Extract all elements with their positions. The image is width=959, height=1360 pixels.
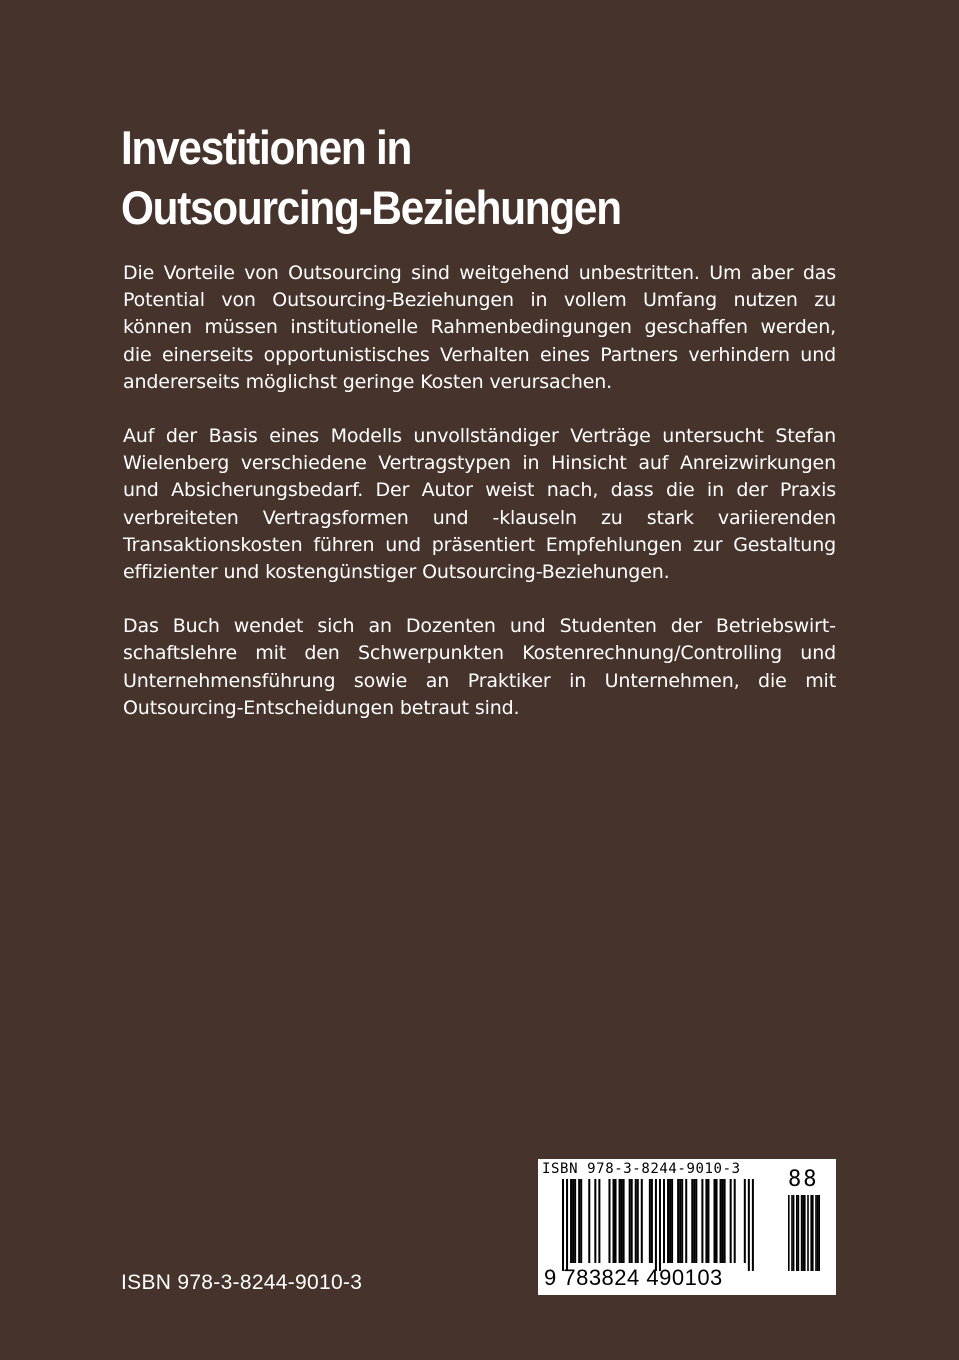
barcode-addon-bar (804, 1195, 806, 1271)
barcode-bar (613, 1179, 615, 1263)
barcode-addon-bar (817, 1195, 819, 1271)
barcode-bar (693, 1179, 695, 1263)
barcode-bar (578, 1179, 580, 1263)
barcode-bar (730, 1179, 732, 1263)
barcode-addon-bar (812, 1195, 814, 1271)
barcode-bar (685, 1179, 687, 1263)
barcode-bar (691, 1179, 693, 1263)
barcode-bar (681, 1179, 683, 1263)
barcode-bar (635, 1179, 637, 1263)
barcode-bar (669, 1179, 671, 1263)
barcode-bar (649, 1179, 651, 1263)
barcode-bar (651, 1179, 653, 1263)
barcode-bar (667, 1179, 669, 1263)
barcode-bar (701, 1179, 703, 1263)
book-title (121, 118, 769, 238)
blurb-paragraph-2: Auf der Basis eines Modells unvollständiger Verträge untersucht Stefan Wielenberg verschiedene Vertragstypen in Hinsicht auf Anreizwirkungen und Absicherungsbedarf. Der Autor weist nach, dass die in der Praxis verbreiteten Vertragsformen und -klauseln zu stark variierenden Transaktionskosten führen und präsentiert Empfehlungen zur Gestaltung effizienter und kostengünstiger Outsourcing-Beziehungen. (123, 425, 836, 584)
barcode-bar (716, 1179, 718, 1263)
barcode-addon-bar (807, 1195, 809, 1271)
barcode-bar (623, 1179, 625, 1263)
barcode-bar (720, 1179, 722, 1263)
barcode-bar (588, 1179, 590, 1263)
isbn-number: ISBN 978-3-8244-9010-3 (121, 1271, 363, 1294)
barcode-addon-bar (810, 1195, 812, 1271)
barcode-bar (752, 1179, 754, 1271)
barcode-bar (744, 1179, 746, 1263)
barcode-bar (629, 1179, 631, 1263)
barcode-bar (724, 1179, 726, 1263)
blurb-paragraph-3: Das Buch wendet sich an Dozenten und Studenten der Betriebswirtschaftslehre mit den Schwerpunkten Kostenrechnung/Controlling und Unternehmensführung sowie an Praktiker in Unternehmen, die mit Outsourcing-Entscheidungen betraut sind. (123, 615, 836, 719)
barcode-bar (655, 1179, 657, 1271)
barcode-bar (748, 1179, 750, 1271)
barcode-addon-bar (788, 1195, 790, 1271)
barcode-addon-bar (793, 1195, 795, 1271)
barcode-bar (574, 1179, 576, 1263)
barcode-bar (671, 1179, 673, 1263)
barcode-addon-bar (801, 1195, 803, 1271)
blurb (123, 260, 836, 749)
barcode-addon-bar (791, 1195, 793, 1271)
barcode-bar (637, 1179, 639, 1263)
barcode-addon-bar (818, 1195, 820, 1271)
barcode-bar (631, 1179, 633, 1263)
barcode-bar (594, 1179, 596, 1263)
barcode-bar (695, 1179, 697, 1263)
barcode-bar (679, 1179, 681, 1263)
barcode-bar (580, 1179, 582, 1263)
barcode-addon-digits: 88 (788, 1167, 819, 1192)
barcode-bar (722, 1179, 724, 1263)
barcode-bar (641, 1179, 643, 1263)
barcode-addon-bar (796, 1195, 798, 1271)
barcode-bar (677, 1179, 679, 1263)
barcode-bar (619, 1179, 621, 1263)
barcode-bar (566, 1179, 568, 1271)
barcode-bar (714, 1179, 716, 1263)
blurb-paragraph-1: Die Vorteile von Outsourcing sind weitgehend unbestritten. Um aber das Potential von Outsourcing-Beziehungen in vollem Umfang nutzen zu können müssen institutionelle Rahmenbedingungen geschaffen werden, die einerseits opportunistisches Verhalten eines Partners verhindern und andererseits möglichst geringe Kosten verursachen. (123, 262, 836, 393)
barcode-bar (707, 1179, 709, 1263)
barcode-addon-bar (815, 1195, 817, 1271)
barcode-bar (598, 1179, 600, 1263)
barcode-isbn-label: ISBN 978-3-8244-9010-3 (542, 1161, 741, 1177)
barcode-bar (621, 1179, 623, 1263)
barcode-bar (570, 1179, 572, 1263)
barcode (538, 1159, 836, 1295)
barcode-bar (734, 1179, 736, 1263)
barcode-addon-bar (798, 1195, 800, 1271)
barcode-ean-digits: 9 783824 490103 (544, 1265, 723, 1290)
barcode-bar (572, 1179, 574, 1263)
barcode-bar (659, 1179, 661, 1271)
barcode-bar (663, 1179, 665, 1263)
book-title-line-1: Investitionen in (121, 121, 412, 174)
barcode-bar (705, 1179, 707, 1263)
barcode-bar (608, 1179, 610, 1263)
barcode-bar (615, 1179, 617, 1263)
barcode-bar (562, 1179, 564, 1271)
book-title-line-2: Outsourcing-Beziehungen (121, 181, 621, 234)
barcode-addon-bar (802, 1195, 804, 1271)
